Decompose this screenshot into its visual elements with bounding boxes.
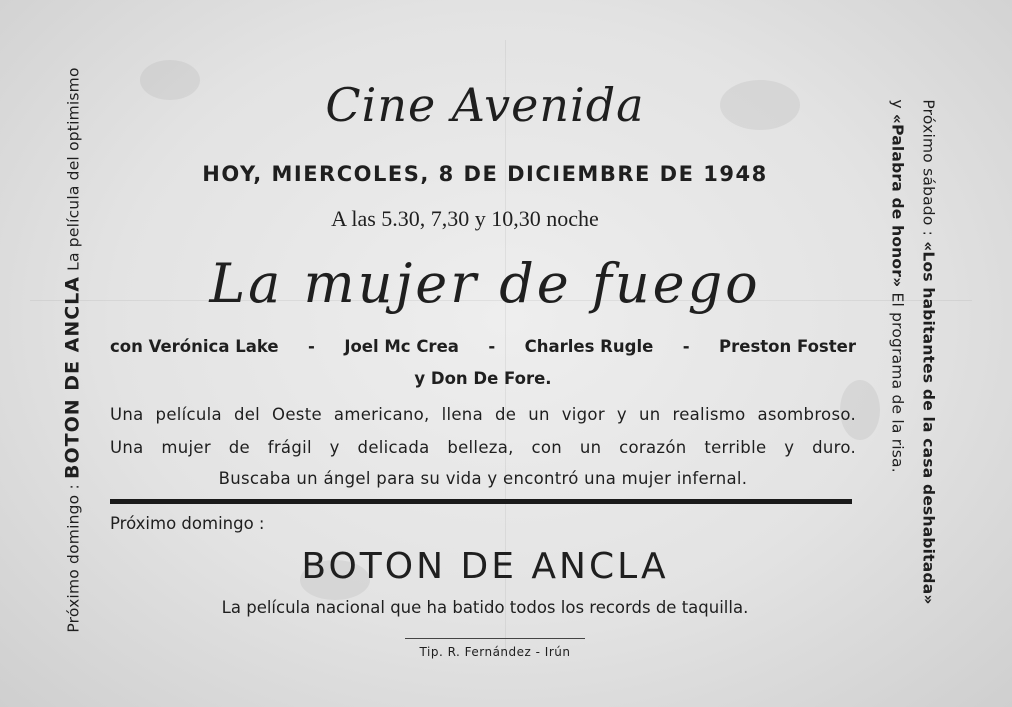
date-line: HOY, MIERCOLES, 8 DE DICIEMBRE DE 1948 xyxy=(202,162,768,186)
description-line: Una mujer de frágil y delicada belleza, con un corazón terrible y duro. xyxy=(110,438,856,457)
cast-separator: - xyxy=(682,337,690,356)
paper-stain xyxy=(140,60,200,100)
cast-member: Joel Mc Crea xyxy=(344,337,459,356)
left-margin-text xyxy=(58,67,88,633)
cast-lead: con Verónica Lake xyxy=(110,337,279,356)
printer-divider xyxy=(405,638,585,639)
showtimes: A las 5.30, 7,30 y 10,30 noche xyxy=(331,206,599,231)
cast-member: Charles Rugle xyxy=(524,337,654,356)
right-margin-film-2: «Palabra de honor» xyxy=(889,113,908,288)
right-margin-suffix: El programa de la risa. xyxy=(889,287,908,473)
cinema-name: Cine Avenida xyxy=(325,78,645,132)
next-description: La película nacional que ha batido todos los records de taquilla. xyxy=(221,598,749,617)
cast-separator: - xyxy=(488,337,496,356)
next-label: Próximo domingo : xyxy=(110,514,265,533)
cast-last: y Don De Fore. xyxy=(414,369,552,388)
left-margin-suffix: La película del optimismo xyxy=(65,67,84,276)
movie-title: La mujer de fuego xyxy=(209,252,761,315)
left-margin-title: BOTON DE ANCLA xyxy=(62,275,85,479)
right-margin-prefix: Próximo sábado : xyxy=(920,99,939,242)
cast-list xyxy=(110,337,856,356)
next-title: BOTON DE ANCLA xyxy=(301,546,669,587)
left-margin-prefix: Próximo domingo : xyxy=(65,478,84,633)
description-line: Una película del Oeste americano, llena de un vigor y un realismo asombroso. xyxy=(110,405,856,424)
right-margin-film-1: «Los habitantes de la casa deshabitada» xyxy=(920,241,939,605)
right-margin-connector: y xyxy=(889,99,908,114)
right-margin-text xyxy=(880,78,946,626)
divider xyxy=(110,499,852,504)
paper-stain xyxy=(720,80,800,130)
description-line: Buscaba un ángel para su vida y encontró una mujer infernal. xyxy=(218,469,748,488)
cast-member: Preston Foster xyxy=(719,337,856,356)
printer-credit: Tip. R. Fernández - Irún xyxy=(419,645,571,659)
cast-separator: - xyxy=(308,337,315,356)
